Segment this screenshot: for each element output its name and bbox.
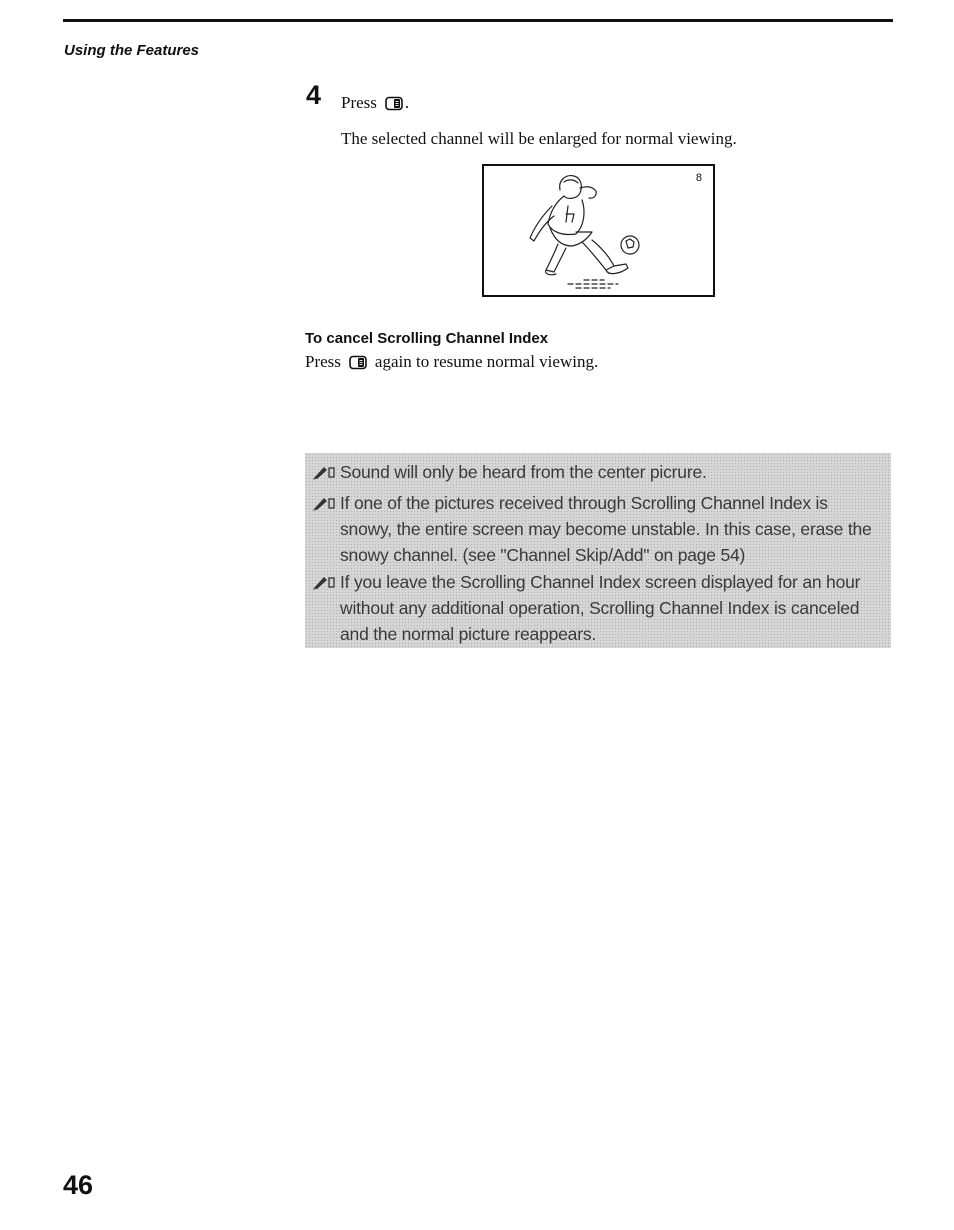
- note-item: [312, 490, 883, 568]
- note-pencil-icon: [312, 574, 336, 590]
- step-instruction: [341, 93, 409, 113]
- cancel-instruction: [305, 352, 598, 372]
- note-text-2: If one of the pictures received through Scrolling Channel Index is snowy, the entire screen may become unstable. In this case, erase the snowy channel. (see "Channel Skip/Add" on page 54): [340, 493, 872, 565]
- note-text-1: Sound will only be heard from the center picrure.: [340, 462, 707, 482]
- tv-screen-illustration: [482, 164, 715, 297]
- step-period: .: [404, 93, 410, 112]
- soccer-player-illustration: [484, 166, 713, 295]
- note-item: [312, 459, 883, 485]
- note-item: [312, 569, 883, 647]
- step-number: 4: [306, 80, 322, 110]
- notes-box: [305, 453, 891, 648]
- note-pencil-icon: [312, 495, 336, 511]
- note-text-3: If you leave the Scrolling Channel Index screen displayed for an hour without any additional operation, Scrolling Channel Index is canceled and the normal picture reappears.: [340, 572, 861, 644]
- channel-number: 8: [695, 172, 702, 184]
- scroll-index-button-icon: [349, 355, 367, 370]
- step-description: The selected channel will be enlarged for normal viewing.: [341, 129, 737, 148]
- cancel-press-label: Press: [305, 352, 341, 371]
- cancel-heading: To cancel Scrolling Channel Index: [305, 330, 549, 347]
- header-rule: [63, 19, 893, 22]
- section-title: Using the Features: [64, 42, 200, 59]
- step-press-label: Press: [341, 93, 377, 112]
- cancel-rest: again to resume normal viewing.: [374, 352, 599, 371]
- note-pencil-icon: [312, 464, 336, 480]
- page-number: 46: [63, 1170, 94, 1200]
- scroll-index-button-icon: [385, 96, 403, 111]
